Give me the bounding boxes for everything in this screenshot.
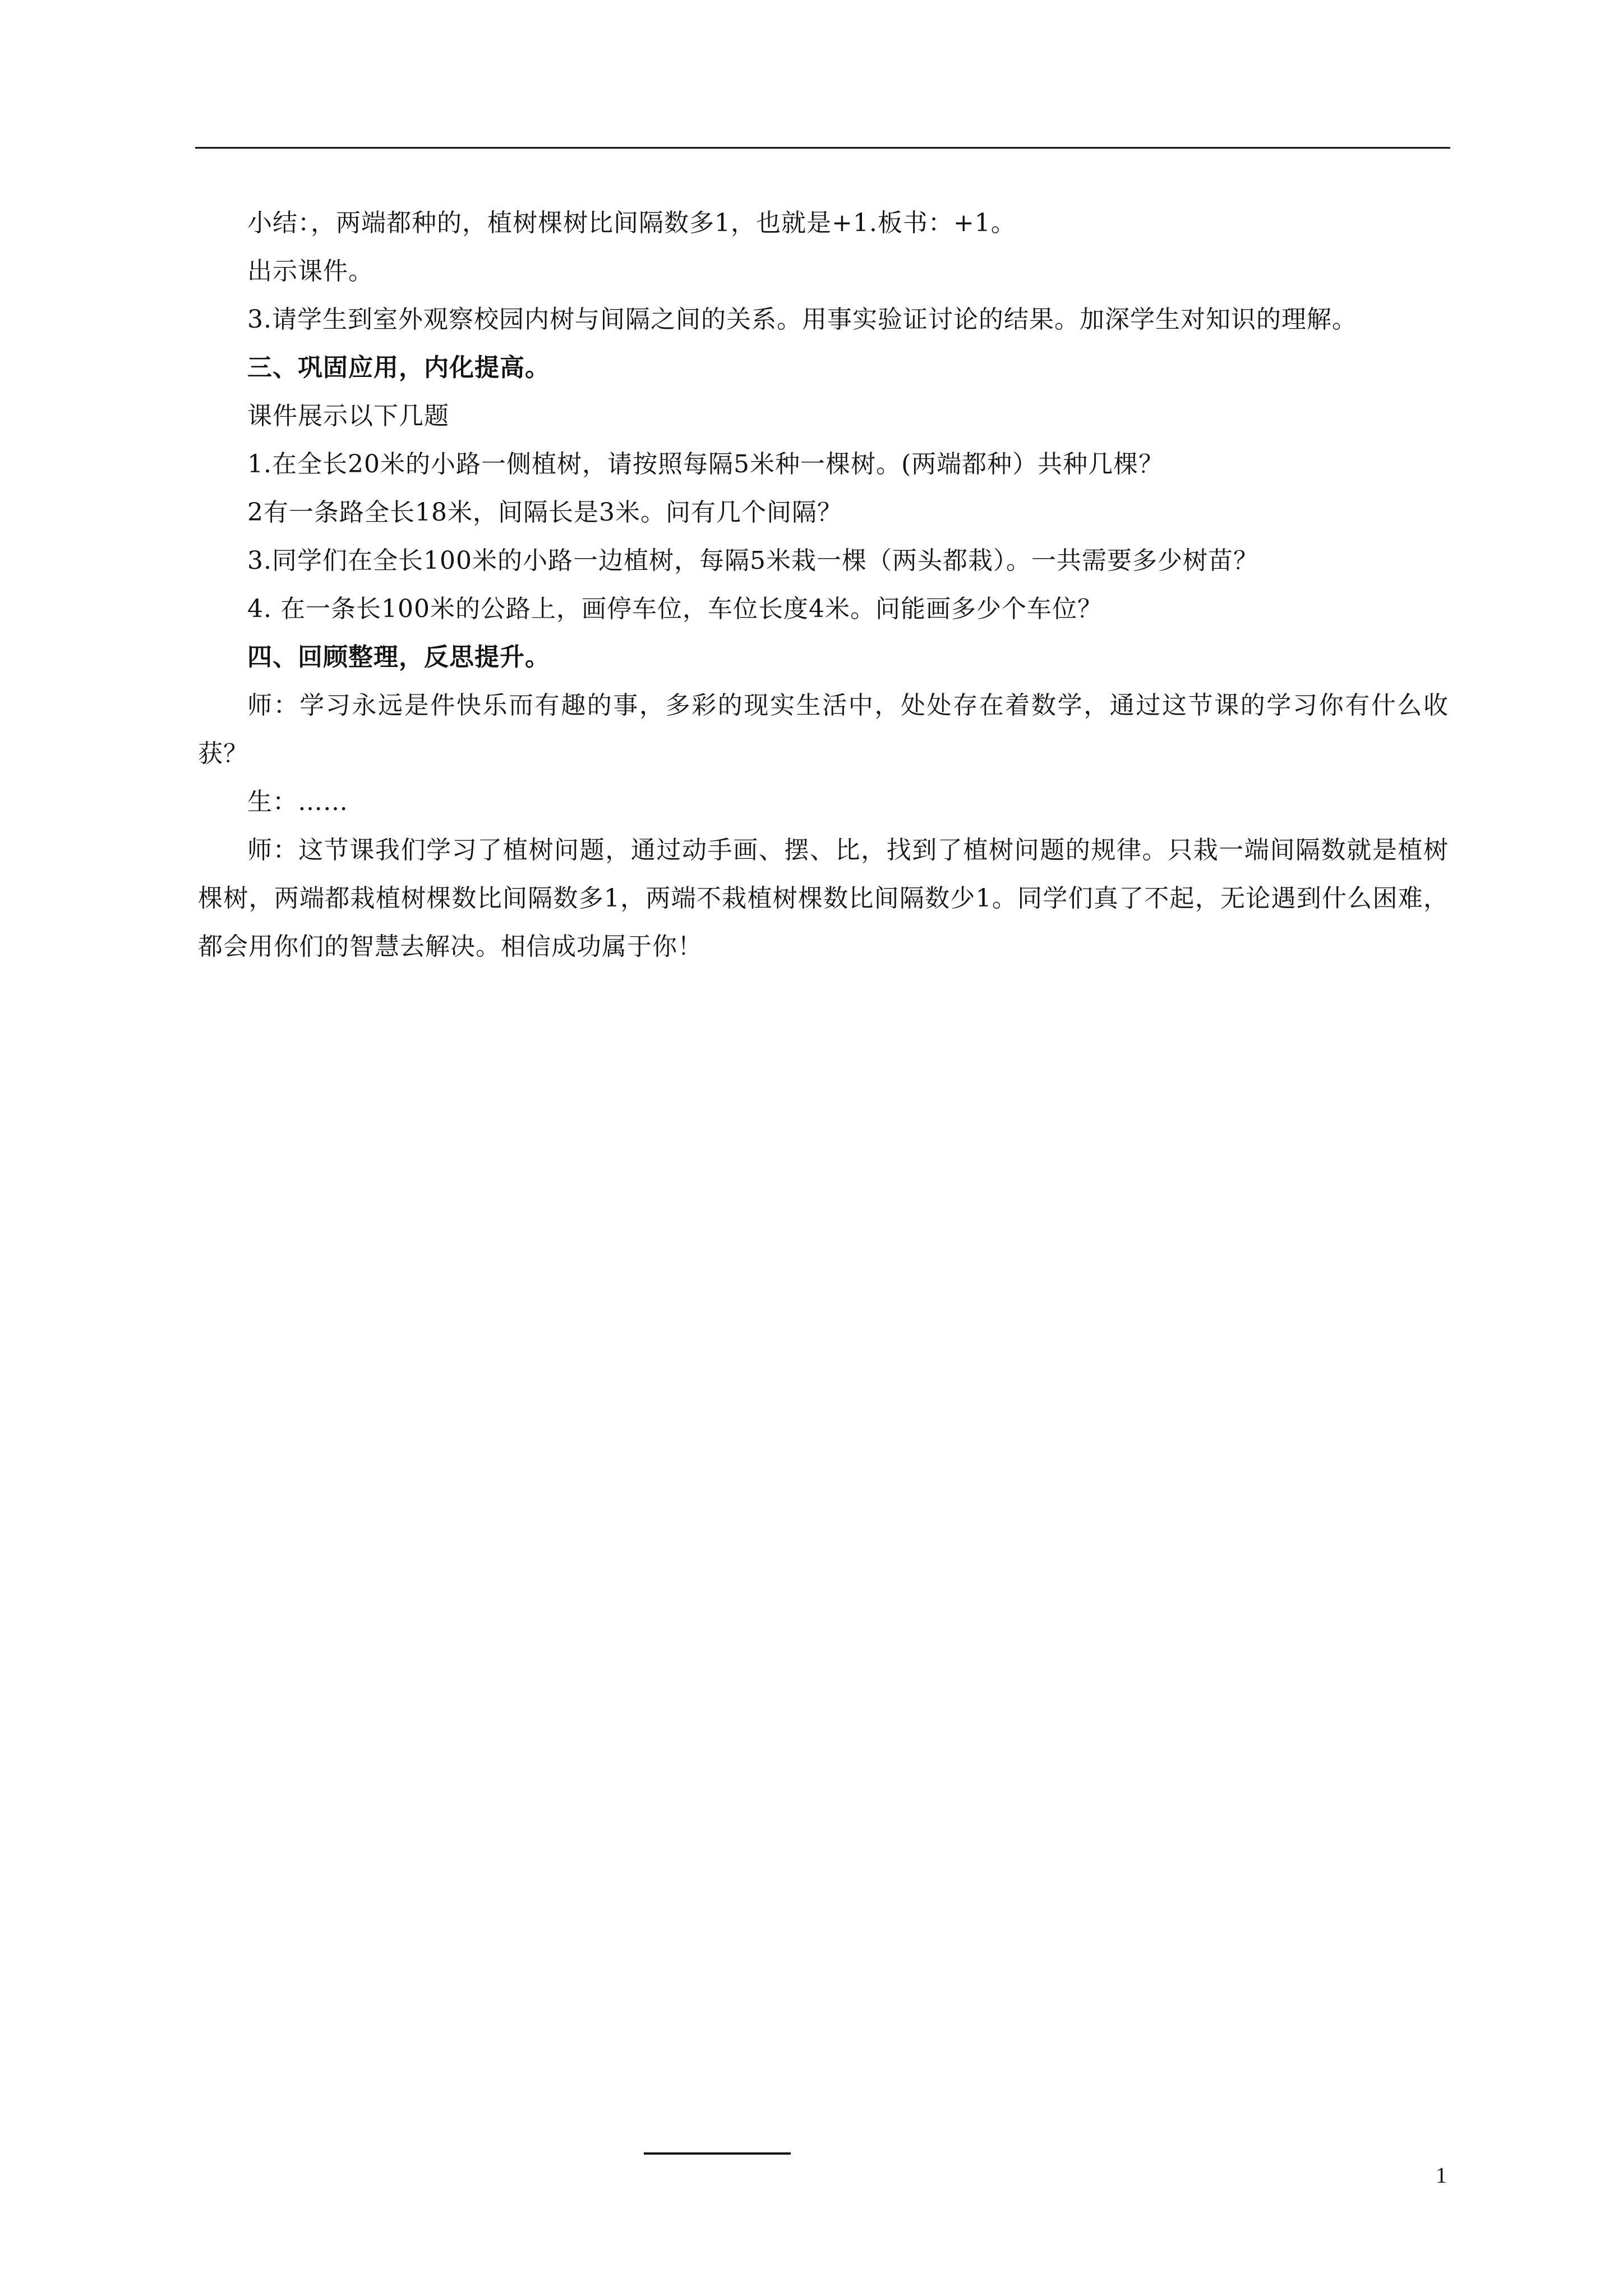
summary-paragraph: 小结：，两端都种的，植树棵树比间隔数多1，也就是+1.板书：+1。 (247, 209, 1016, 237)
header-rule (195, 147, 1450, 149)
page-number: 1 (1436, 2162, 1447, 2188)
show-courseware-paragraph: 出示课件。 (247, 257, 374, 286)
teacher-question-paragraph: 师：学习永远是件快乐而有趣的事，多彩的现实生活中，处处存在着数学，通过这节课的学习你有什么收获？ (198, 691, 1449, 768)
outdoor-observation-paragraph: 3.请学生到室外观察校园内树与间隔之间的关系。用事实验证讨论的结果。加深学生对知识的理解。 (247, 305, 1357, 334)
courseware-questions-intro: 课件展示以下几题 (247, 402, 449, 430)
question-4: 4. 在一条长100米的公路上，画停车位，车位长度4米。问能画多少个车位？ (247, 595, 1103, 623)
student-response-paragraph: 生：…… (247, 788, 348, 816)
section-heading-review: 四、回顾整理，反思提升。 (247, 643, 550, 671)
footer-rule (644, 2152, 791, 2155)
question-3: 3.同学们在全长100米的小路一边植树，每隔5米栽一棵（两头都栽）。一共需要多少树苗？ (247, 546, 1258, 575)
section-heading-consolidate: 三、巩固应用，内化提高。 (247, 353, 550, 382)
question-2: 2有一条路全长18米，间隔长是3米。问有几个间隔？ (247, 498, 842, 527)
document-body (198, 199, 1449, 971)
question-1: 1.在全长20米的小路一侧植树，请按照每隔5米种一棵树。(两端都种）共种几棵？ (247, 450, 1164, 478)
teacher-summary-paragraph: 师：这节课我们学习了植树问题，通过动手画、摆、比，找到了植树问题的规律。只栽一端间隔数就是植树棵树，两端都栽植树棵数比间隔数多1，两端不栽植树棵数比间隔数少1。同学们真了不起，无论遇到什么困难，都会用你们的智慧去解决。相信成功属于你！ (198, 836, 1449, 961)
